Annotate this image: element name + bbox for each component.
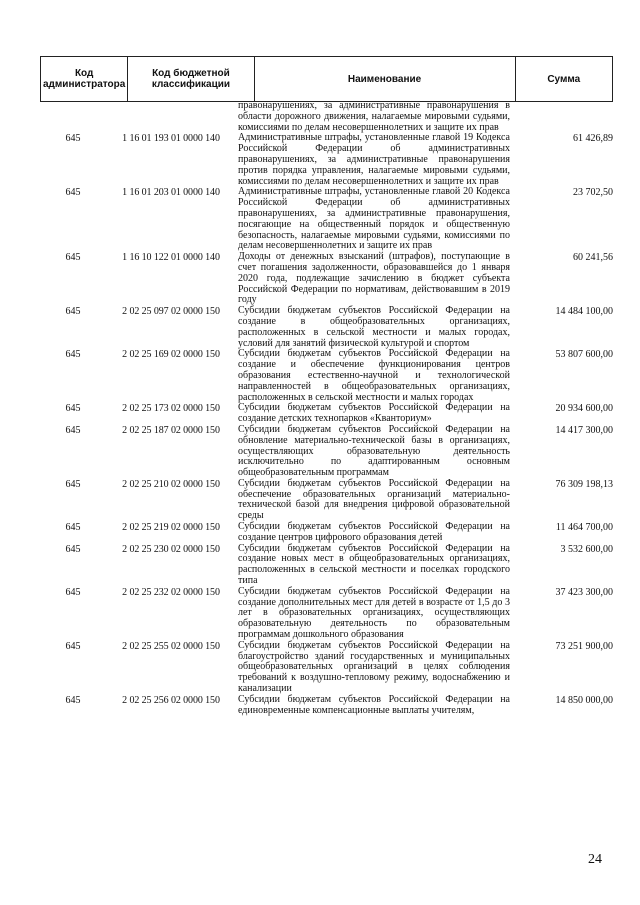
table-row bbox=[40, 695, 613, 717]
code-cell: 2 02 25 097 02 0000 150 bbox=[122, 306, 220, 318]
table-row bbox=[40, 522, 613, 544]
admin-cell: 645 bbox=[65, 252, 81, 264]
sum-cell bbox=[514, 101, 613, 102]
name-cell: Субсидии бюджетам субъектов Российской Федерации на создание новых мест в общеобразовательных организациях, расположенных в сельской местности и поселках городского типа bbox=[238, 542, 510, 587]
name-cell: Доходы от денежных взысканий (штрафов), поступающие в счет погашения задолженности, образовавшейся до 1 января 2020 года, подлежащие зачислению в бюджет субъекта Российской Федерации по нормативам, действовавшим в 2019 году bbox=[238, 251, 510, 306]
sum-cell: 14 850 000,00 bbox=[555, 694, 613, 706]
admin-cell: 645 bbox=[65, 522, 81, 534]
code-cell: 1 16 01 193 01 0000 140 bbox=[122, 133, 220, 145]
sum-cell: 76 309 198,13 bbox=[555, 478, 613, 490]
table-row bbox=[40, 101, 613, 133]
code-cell: 2 02 25 210 02 0000 150 bbox=[122, 478, 220, 490]
name-cell: Субсидии бюджетам субъектов Российской Федерации на создание центров цифрового образования детей bbox=[238, 521, 510, 543]
admin-cell: 645 bbox=[65, 586, 81, 598]
admin-cell: 645 bbox=[65, 403, 81, 415]
name-cell: Административные штрафы, установленные главой 20 Кодекса Российской Федерации об административных правонарушениях, за административные правонарушения, посягающие на общественный порядок и общественную безопасность, налагаемые мировыми судьями, комиссиями по делам несовершеннолетних и защите их прав bbox=[238, 186, 510, 252]
sum-cell: 14 484 100,00 bbox=[555, 306, 613, 318]
sum-cell: 37 423 300,00 bbox=[555, 586, 613, 598]
name-cell: правонарушениях, за административные правонарушения в области дорожного движения, налагаемые мировыми судьями, комиссиями по делам несовершеннолетних и защите их прав bbox=[238, 100, 510, 133]
admin-cell: 645 bbox=[65, 694, 81, 706]
sum-cell: 53 807 600,00 bbox=[555, 349, 613, 361]
admin-cell bbox=[40, 101, 106, 102]
sum-cell: 3 532 600,00 bbox=[560, 543, 613, 555]
code-cell: 2 02 25 232 02 0000 150 bbox=[122, 586, 220, 598]
header-name: Наименование bbox=[254, 57, 515, 102]
table-body bbox=[40, 101, 613, 716]
code-cell: 2 02 25 255 02 0000 150 bbox=[122, 640, 220, 652]
table-header bbox=[40, 56, 613, 102]
name-cell: Субсидии бюджетам субъектов Российской Федерации на обеспечение образовательных организаций материально-технической базой для внедрения цифровой образовательной среды bbox=[238, 477, 510, 522]
admin-cell: 645 bbox=[65, 306, 81, 318]
code-cell: 2 02 25 230 02 0000 150 bbox=[122, 543, 220, 555]
sum-cell: 60 241,56 bbox=[573, 252, 613, 264]
admin-cell: 645 bbox=[65, 478, 81, 490]
table-row bbox=[40, 252, 613, 306]
code-cell: 2 02 25 169 02 0000 150 bbox=[122, 349, 220, 361]
table-row bbox=[40, 187, 613, 252]
table-row bbox=[40, 425, 613, 479]
name-cell: Субсидии бюджетам субъектов Российской Федерации на благоустройство зданий государственных и муниципальных общеобразовательных организаций в целях соблюдения требований к воздушно-тепловому режиму, водоснабжению и канализации bbox=[238, 639, 510, 695]
table-row bbox=[40, 133, 613, 187]
code-cell: 2 02 25 219 02 0000 150 bbox=[122, 522, 220, 534]
name-cell: Субсидии бюджетам субъектов Российской Федерации на создание детских технопарков «Кванториум» bbox=[238, 402, 510, 425]
admin-cell: 645 bbox=[65, 349, 81, 361]
sum-cell: 61 426,89 bbox=[573, 133, 613, 145]
admin-cell: 645 bbox=[65, 187, 81, 199]
code-cell: 1 16 01 203 01 0000 140 bbox=[122, 187, 220, 199]
sum-cell: 20 934 600,00 bbox=[555, 403, 613, 415]
table-row bbox=[40, 587, 613, 641]
sum-cell: 11 464 700,00 bbox=[555, 522, 613, 534]
page-number: 24 bbox=[588, 852, 602, 867]
sum-cell: 14 417 300,00 bbox=[555, 424, 613, 436]
name-cell: Субсидии бюджетам субъектов Российской Федерации на обновление материально-технической базы в организациях, осуществляющих образовательную деятельность исключительно по адаптированным основным общеобразовательным программам bbox=[238, 423, 510, 479]
code-cell bbox=[106, 101, 236, 102]
admin-cell: 645 bbox=[65, 424, 81, 436]
header-admin: Код администратора bbox=[41, 57, 128, 102]
sum-cell: 73 251 900,00 bbox=[555, 640, 613, 652]
table-row bbox=[40, 641, 613, 695]
name-cell: Субсидии бюджетам субъектов Российской Федерации на создание и обеспечение функционирования центров образования естественно-научной и технологической направленностей в общеобразовательных организациях, расположенных в сельской местности и малых городах bbox=[238, 348, 510, 403]
header-sum: Сумма bbox=[515, 57, 612, 102]
table-row bbox=[40, 306, 613, 349]
name-cell: Административные штрафы, установленные главой 19 Кодекса Российской Федерации об административных правонарушениях, за административные правонарушения против порядка управления, налагаемые мировыми судьями, комиссиями по делам несовершеннолетних и защите их прав bbox=[238, 132, 510, 187]
admin-cell: 645 bbox=[65, 133, 81, 145]
code-cell: 2 02 25 187 02 0000 150 bbox=[122, 424, 220, 436]
header-code: Код бюджетной классификации bbox=[128, 57, 254, 102]
admin-cell: 645 bbox=[65, 543, 81, 555]
code-cell: 2 02 25 173 02 0000 150 bbox=[122, 403, 220, 415]
name-cell: Субсидии бюджетам субъектов Российской Федерации на создание дополнительных мест для детей в возрасте от 1,5 до 3 лет в образовательных организациях, осуществляющих образовательную деятельность по образовательным программам дошкольного образования bbox=[238, 585, 510, 641]
code-cell: 1 16 10 122 01 0000 140 bbox=[122, 252, 220, 264]
admin-cell: 645 bbox=[65, 640, 81, 652]
table-row bbox=[40, 544, 613, 587]
name-cell: Субсидии бюджетам субъектов Российской Федерации на единовременные компенсационные выплаты учителям, bbox=[238, 693, 510, 716]
table-row bbox=[40, 403, 613, 425]
name-cell: Субсидии бюджетам субъектов Российской Федерации на создание в общеобразовательных организациях, расположенных в сельской местности и малых городах, условий для занятий физической культурой и спортом bbox=[238, 305, 510, 349]
code-cell: 2 02 25 256 02 0000 150 bbox=[122, 694, 220, 706]
table-row bbox=[40, 349, 613, 403]
sum-cell: 23 702,50 bbox=[573, 187, 613, 199]
table-row bbox=[40, 479, 613, 522]
